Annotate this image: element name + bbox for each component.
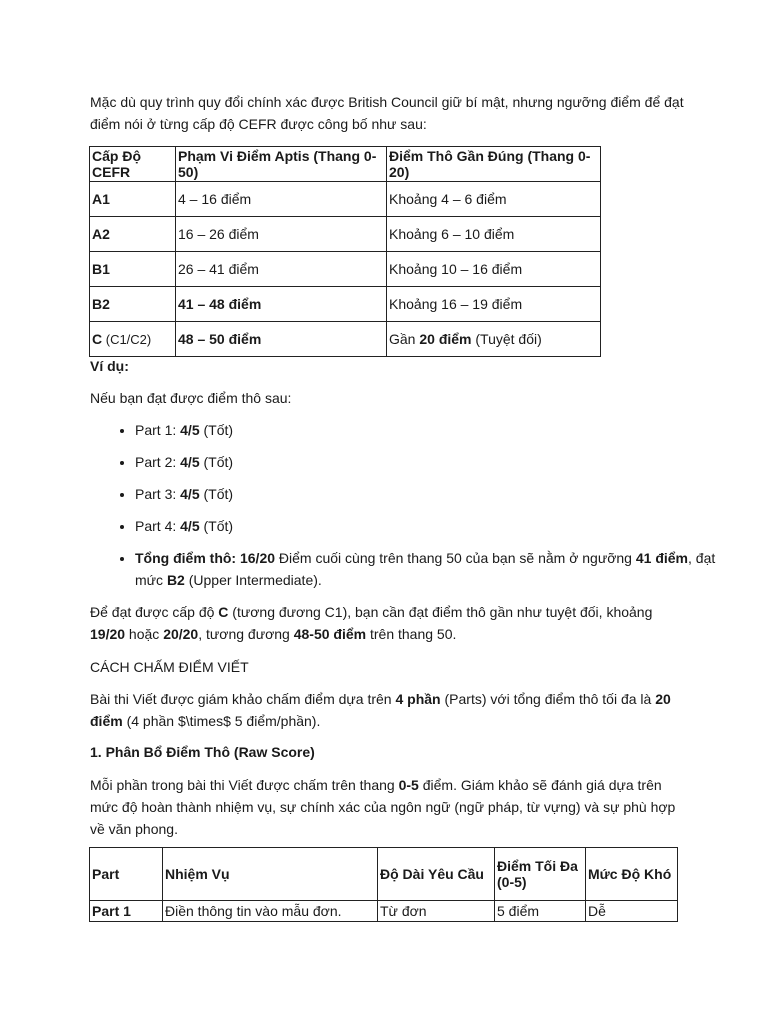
header-cell: Cấp Độ CEFR <box>90 147 176 182</box>
writing-paragraph: Bài thi Viết được giám khảo chấm điểm dựa trên 4 phần (Parts) với tổng điểm thô tối đa là 20 điểm (4 phần $\times$ 5 điểm/phần). <box>90 691 671 729</box>
table-row <box>90 252 601 287</box>
part-note: (Tốt) <box>199 486 234 502</box>
part-note: (Tốt) <box>199 422 234 438</box>
intro-paragraph: Mặc dù quy trình quy đổi chính xác được British Council giữ bí mật, nhưng ngưỡng điểm để đạt điểm nói ở từng cấp độ CEFR được công bố như sau: <box>90 94 684 132</box>
raw-cell: Khoảng 10 – 16 điểm <box>387 252 601 287</box>
total-text: , đạt mức <box>135 550 716 588</box>
level-cell: A1 <box>90 182 176 217</box>
example-title: Ví dụ: <box>90 358 129 374</box>
total-label: Tổng điểm thô: 16/20 <box>135 550 276 566</box>
writing-heading: CÁCH CHẤM ĐIỂM VIẾT <box>90 659 249 675</box>
list-item-total <box>135 547 735 591</box>
part-note: (Tốt) <box>199 518 234 534</box>
level-cell: A2 <box>90 217 176 252</box>
writing-parts-table <box>89 847 678 922</box>
range-cell: 26 – 41 điểm <box>176 252 387 287</box>
header-cell: Part <box>90 848 163 901</box>
raw-cell: Khoảng 16 – 19 điểm <box>387 287 601 322</box>
table-header-row <box>90 848 678 901</box>
range-cell: 4 – 16 điểm <box>176 182 387 217</box>
list-item <box>135 451 735 473</box>
raw-prefix: Gần <box>389 331 420 347</box>
header-cell: Nhiệm Vụ <box>163 848 378 901</box>
table-row <box>90 901 678 922</box>
table-row <box>90 322 601 357</box>
task-cell: Điền thông tin vào mẫu đơn. <box>163 901 378 922</box>
parts-list <box>90 419 735 591</box>
max-cell: 5 điểm <box>495 901 586 922</box>
part-label: Part 4: <box>135 518 181 534</box>
level-bold: C <box>92 331 103 347</box>
level-cell: B1 <box>90 252 176 287</box>
part-score: 4/5 <box>180 518 200 534</box>
part-label: Part 3: <box>135 486 181 502</box>
example-intro: Nếu bạn đạt được điểm thô sau: <box>90 390 292 406</box>
total-bold: B2 <box>166 572 185 588</box>
range-cell: 16 – 26 điểm <box>176 217 387 252</box>
section-title: 1. Phân Bổ Điểm Thô (Raw Score) <box>90 744 315 760</box>
list-item <box>135 515 735 537</box>
range-cell: 48 – 50 điểm <box>176 322 387 357</box>
cefr-table <box>89 146 601 357</box>
table-row <box>90 287 601 322</box>
raw-suffix: (Tuyệt đối) <box>471 331 542 347</box>
level-c-paragraph: Để đạt được cấp độ C (tương đương C1), bạn cần đạt điểm thô gần như tuyệt đối, khoảng 19/20 hoặc 20/20, tương đương 48-50 điểm trên thang 50. <box>90 604 653 642</box>
header-cell: Điểm Tối Đa (0-5) <box>495 848 586 901</box>
part-cell: Part 1 <box>90 901 163 922</box>
raw-bold: 20 điểm <box>419 331 472 347</box>
header-cell: Độ Dài Yêu Cầu <box>378 848 495 901</box>
length-cell: Từ đơn <box>378 901 495 922</box>
level-note: (C1/C2) <box>102 332 152 347</box>
section-paragraph: Mỗi phần trong bài thi Viết được chấm trên thang 0-5 điểm. Giám khảo sẽ đánh giá dựa trên mức độ hoàn thành nhiệm vụ, sự chính xác của ngôn ngữ (ngữ pháp, từ vựng) và sự phù hợp về văn phong. <box>90 777 676 837</box>
header-cell: Mức Độ Khó <box>586 848 678 901</box>
header-cell: Phạm Vi Điểm Aptis (Thang 0-50) <box>176 147 387 182</box>
list-item <box>135 483 735 505</box>
total-text: (Upper Intermediate). <box>184 572 322 588</box>
raw-cell: Khoảng 4 – 6 điểm <box>387 182 601 217</box>
raw-cell <box>387 322 601 357</box>
total-bold: 41 điểm <box>635 550 688 566</box>
total-text: Điểm cuối cùng trên thang 50 của bạn sẽ nằm ở ngưỡng <box>275 550 636 566</box>
header-cell: Điểm Thô Gần Đúng (Thang 0-20) <box>387 147 601 182</box>
table-row <box>90 182 601 217</box>
raw-cell: Khoảng 6 – 10 điểm <box>387 217 601 252</box>
part-score: 4/5 <box>180 454 200 470</box>
level-cell: B2 <box>90 287 176 322</box>
table-row <box>90 217 601 252</box>
part-score: 4/5 <box>180 486 200 502</box>
difficulty-cell: Dễ <box>586 901 678 922</box>
level-cell <box>90 322 176 357</box>
part-score: 4/5 <box>180 422 200 438</box>
table-header-row <box>90 147 601 182</box>
list-item <box>135 419 735 441</box>
part-label: Part 1: <box>135 422 181 438</box>
part-label: Part 2: <box>135 454 181 470</box>
range-cell: 41 – 48 điểm <box>176 287 387 322</box>
part-note: (Tốt) <box>199 454 234 470</box>
